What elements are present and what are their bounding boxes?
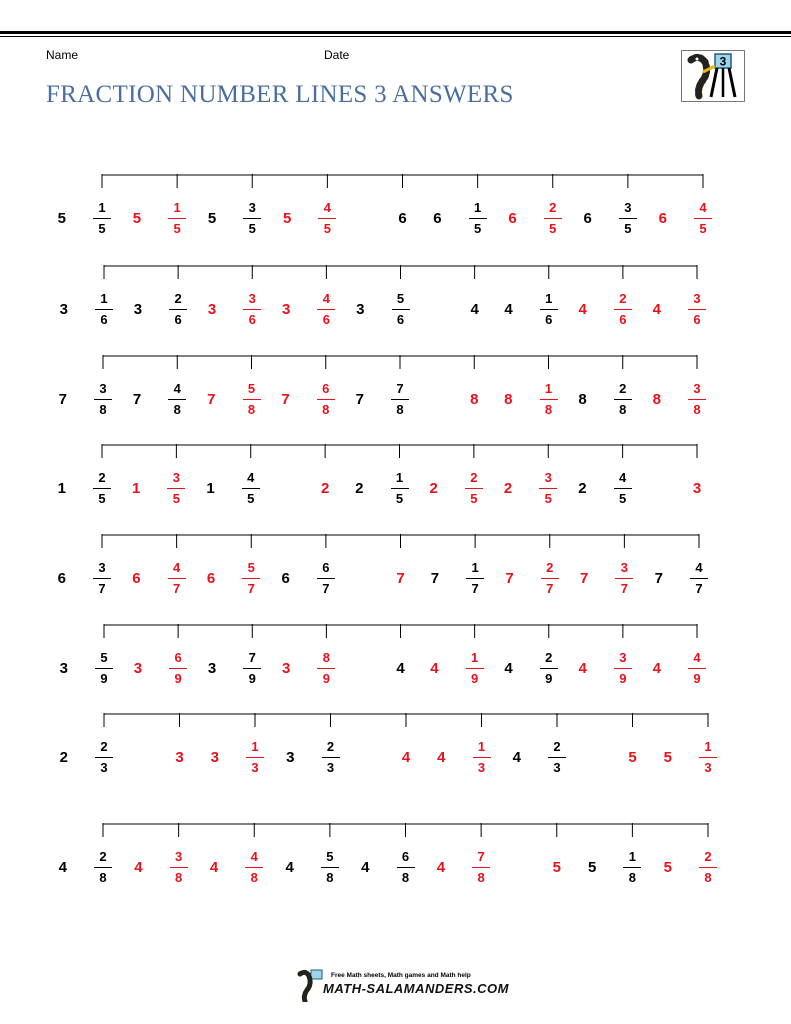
numerator: 1 [477,739,486,754]
numerator: 3 [175,849,183,864]
denominator: 7 [546,581,554,596]
numerator: 4 [323,200,331,215]
numerator: 4 [693,650,701,665]
whole-number: 4 [578,660,587,677]
answer-label [396,556,404,600]
fraction-bar [94,867,112,868]
denominator: 5 [619,491,627,506]
number-line-6 [0,624,791,704]
numerator: 1 [100,291,108,306]
whole-number: 3 [207,301,217,318]
whole-number: 1 [57,480,66,497]
numerator: 2 [619,291,627,306]
whole-number: 5 [207,210,217,227]
denominator: 5 [474,221,482,236]
denominator: 7 [247,581,255,596]
fraction-bar [466,668,484,669]
fraction-bar [688,399,706,400]
whole-number: 2 [429,480,438,497]
numerator: 3 [172,470,180,485]
denominator: 9 [619,671,627,686]
denominator: 7 [620,581,628,596]
numerator: 2 [326,739,335,754]
denominator: 6 [693,312,701,327]
salamander-grade-3-logo-icon [681,50,745,102]
number-line-3 [0,355,791,435]
numerator: 5 [326,849,334,864]
denominator: 3 [326,760,335,775]
fraction-bar [168,578,186,579]
fraction-bar [317,578,335,579]
fraction-bar [94,399,112,400]
whole-number: 2 [355,480,364,497]
whole-number: 3 [175,749,184,766]
fraction-bar [540,309,558,310]
whole-number: 7 [132,391,142,408]
whole-number: 7 [580,570,589,587]
date-label: Date [324,48,350,62]
numerator: 4 [247,470,255,485]
whole-number: 7 [505,570,514,587]
top-rule [0,31,791,37]
numerator: 2 [100,739,108,754]
whole-number: 4 [504,301,513,318]
numerator: 6 [174,650,182,665]
numerator: 1 [471,650,479,665]
numerator: 3 [624,200,632,215]
answer-label [553,845,561,889]
fraction-bar [243,668,261,669]
denominator: 6 [396,312,405,327]
numerator: 4 [173,560,181,575]
denominator: 8 [173,402,181,417]
whole-number: 6 [281,570,290,587]
denominator: 9 [100,671,108,686]
fraction-bar [623,867,641,868]
fraction-bar [614,488,632,489]
numerator: 1 [704,739,712,754]
numerator: 3 [248,200,256,215]
whole-number: 1 [132,480,141,497]
whole-number: 5 [663,859,672,876]
numerator: 4 [699,200,707,215]
whole-number: 4 [285,859,294,876]
numerator: 3 [693,381,701,396]
denominator: 8 [704,870,712,885]
denominator: 3 [100,760,108,775]
fraction-bar [169,668,187,669]
numerator: 6 [322,381,330,396]
denominator: 5 [98,221,106,236]
fraction-bar [472,867,490,868]
denominator: 7 [98,581,106,596]
numerator: 2 [98,470,106,485]
denominator: 6 [619,312,627,327]
whole-number: 8 [470,391,479,408]
fraction-bar [246,757,264,758]
fraction-bar [690,578,708,579]
whole-number: 4 [470,301,479,318]
denominator: 8 [322,402,330,417]
whole-number: 8 [578,391,587,408]
fraction-bar [95,757,113,758]
whole-number: 4 [361,859,370,876]
numerator: 2 [545,650,553,665]
whole-number: 3 [59,660,68,677]
denominator: 5 [544,491,552,506]
whole-number: 2 [320,480,330,497]
fraction-bar [317,309,335,310]
fraction-bar [245,867,263,868]
fraction-bar [170,867,188,868]
name-label: Name [46,48,79,62]
numerator: 1 [251,739,259,754]
whole-number: 5 [552,859,561,876]
fraction-bar [540,399,558,400]
denominator: 9 [471,671,479,686]
fraction-bar [169,309,187,310]
denominator: 8 [175,870,183,885]
numerator: 1 [471,560,479,575]
whole-number: 5 [283,210,292,227]
denominator: 3 [477,760,486,775]
denominator: 7 [173,581,181,596]
number-line-axis [0,534,791,556]
numerator: 1 [544,381,553,396]
fraction-bar [93,578,111,579]
denominator: 5 [173,221,181,236]
whole-number: 4 [504,660,513,677]
fraction-bar [688,309,706,310]
fraction-bar [93,218,111,219]
denominator: 7 [471,581,479,596]
given-label [470,287,478,331]
answer-label [402,735,410,779]
numerator: 4 [250,849,258,864]
whole-number: 4 [209,859,219,876]
whole-number: 4 [652,301,661,318]
whole-number: 4 [134,859,143,876]
fraction-bar [539,488,557,489]
denominator: 8 [326,870,334,885]
denominator: 9 [322,671,330,686]
fraction-bar [541,578,559,579]
numerator: 2 [704,849,712,864]
whole-number: 3 [59,301,68,318]
denominator: 8 [396,402,404,417]
denominator: 6 [322,312,330,327]
fraction-bar [465,488,483,489]
whole-number: 7 [396,570,405,587]
numerator: 3 [620,560,628,575]
numerator: 6 [322,560,330,575]
whole-number: 5 [628,749,637,766]
numerator: 7 [477,849,485,864]
numerator: 4 [695,560,703,575]
denominator: 3 [553,760,561,775]
fraction-bar [544,218,562,219]
whole-number: 2 [503,480,513,497]
numerator: 2 [470,470,478,485]
numerator: 1 [173,200,181,215]
denominator: 8 [477,870,485,885]
denominator: 9 [248,671,256,686]
whole-number: 5 [663,749,672,766]
answer-label [693,466,701,510]
fraction-bar [167,488,185,489]
denominator: 8 [628,870,636,885]
whole-number: 3 [692,480,702,497]
whole-number: 7 [58,391,67,408]
whole-number: 8 [504,391,513,408]
number-line-axis [0,265,791,287]
whole-number: 4 [430,660,439,677]
number-line-4 [0,444,791,524]
numerator: 3 [693,291,701,306]
whole-number: 4 [396,660,405,677]
whole-number: 3 [210,749,219,766]
number-line-8 [0,823,791,903]
whole-number: 4 [58,859,67,876]
fraction-bar [548,757,566,758]
whole-number: 5 [132,210,142,227]
given-label [398,196,406,240]
page-title: FRACTION NUMBER LINES 3 ANSWERS [46,81,514,108]
numerator: 2 [99,849,107,864]
denominator: 5 [395,491,404,506]
number-line-1 [0,174,791,254]
whole-number: 6 [132,570,141,587]
answer-label [628,735,636,779]
numerator: 4 [322,291,330,306]
fraction-bar [699,757,717,758]
whole-number: 1 [206,480,215,497]
denominator: 5 [470,491,478,506]
denominator: 7 [322,581,330,596]
denominator: 6 [248,312,256,327]
numerator: 4 [619,470,627,485]
whole-number: 7 [430,570,440,587]
number-line-axis [0,713,791,735]
fraction-bar [95,668,113,669]
numerator: 5 [100,650,108,665]
fraction-bar [242,488,260,489]
whole-number: 4 [652,660,661,677]
number-line-7 [0,713,791,793]
whole-number: 6 [398,210,407,227]
numerator: 2 [174,291,182,306]
numerator: 7 [248,650,256,665]
denominator: 5 [98,491,106,506]
numerator: 4 [173,381,181,396]
numerator: 1 [628,849,636,864]
numerator: 1 [98,200,106,215]
whole-number: 3 [282,301,291,318]
whole-number: 3 [356,301,365,318]
denominator: 6 [174,312,182,327]
denominator: 8 [99,402,107,417]
denominator: 9 [693,671,701,686]
fraction-bar [699,867,717,868]
fraction-bar [614,668,632,669]
whole-number: 4 [437,749,446,766]
whole-number: 6 [583,210,592,227]
numerator: 3 [98,560,106,575]
fraction-bar [466,578,484,579]
number-line-axis [0,355,791,377]
fraction-bar [168,218,186,219]
denominator: 5 [699,221,707,236]
whole-number: 4 [436,859,446,876]
whole-number: 4 [401,749,411,766]
denominator: 5 [549,221,557,236]
fraction-bar [473,757,491,758]
fraction-bar [614,309,632,310]
numerator: 6 [401,849,410,864]
number-line-axis [0,444,791,466]
fraction-bar [322,757,340,758]
footer [295,968,509,1004]
whole-number: 4 [512,749,521,766]
whole-number: 3 [286,749,295,766]
given-label [396,646,404,690]
whole-number: 6 [57,570,66,587]
fraction-bar [397,867,415,868]
denominator: 3 [704,760,712,775]
denominator: 5 [624,221,632,236]
fraction-bar [392,309,410,310]
svg-text:3: 3 [719,54,727,69]
numerator: 1 [474,200,482,215]
whole-number: 6 [508,210,517,227]
whole-number: 7 [281,391,290,408]
salamander-icon [295,968,325,1002]
number-line-axis [0,624,791,646]
whole-number: 6 [206,570,216,587]
numerator: 1 [395,470,404,485]
whole-number: 7 [654,570,663,587]
numerator: 2 [549,200,557,215]
number-line-axis [0,174,791,196]
fraction-bar [317,399,335,400]
denominator: 8 [250,870,258,885]
fraction-bar [243,218,261,219]
fraction-bar [243,399,261,400]
footer-tagline: Free Math sheets, Math games and Math help [331,972,471,979]
fraction-bar [243,309,261,310]
whole-number: 7 [355,391,364,408]
denominator: 9 [545,671,553,686]
whole-number: 4 [578,301,587,318]
denominator: 5 [248,221,256,236]
fraction-bar [242,578,260,579]
denominator: 8 [544,402,553,417]
numerator: 5 [247,560,255,575]
fraction-bar [391,399,409,400]
whole-number: 3 [207,660,217,677]
answer-label [321,466,329,510]
fraction-bar [95,309,113,310]
numerator: 2 [553,739,561,754]
denominator: 6 [100,312,108,327]
numerator: 3 [248,291,256,306]
whole-number: 3 [133,660,143,677]
fraction-bar [540,668,558,669]
fraction-bar [615,578,633,579]
denominator: 8 [99,870,107,885]
fraction-bar [168,399,186,400]
denominator: 6 [545,312,553,327]
denominator: 5 [247,491,255,506]
numerator: 8 [322,650,330,665]
numerator: 3 [619,650,627,665]
number-line-2 [0,265,791,345]
numerator: 2 [619,381,627,396]
whole-number: 5 [57,210,66,227]
fraction-bar [614,399,632,400]
answer-label [175,735,183,779]
denominator: 8 [693,402,701,417]
fraction-bar [469,218,487,219]
denominator: 9 [174,671,182,686]
whole-number: 8 [652,391,661,408]
fraction-bar [321,867,339,868]
fraction-bar [619,218,637,219]
footer-brand: MATH-SALAMANDERS.COM [323,981,509,996]
fraction-bar [688,668,706,669]
denominator: 5 [323,221,331,236]
number-line-5 [0,534,791,614]
fraction-bar [317,668,335,669]
whole-number: 2 [59,749,68,766]
fraction-bar [694,218,712,219]
numerator: 5 [396,291,405,306]
denominator: 8 [401,870,410,885]
fraction-bar [391,488,409,489]
answer-label [470,377,478,421]
numerator: 3 [99,381,107,396]
numerator: 5 [247,381,256,396]
numerator: 7 [396,381,404,396]
numerator: 1 [545,291,553,306]
whole-number: 6 [658,210,667,227]
numerator: 3 [544,470,552,485]
fraction-bar [318,218,336,219]
whole-number: 3 [282,660,291,677]
whole-number: 7 [207,391,216,408]
denominator: 7 [695,581,703,596]
denominator: 8 [619,402,627,417]
whole-number: 2 [578,480,587,497]
denominator: 8 [247,402,256,417]
numerator: 2 [546,560,554,575]
whole-number: 3 [133,301,143,318]
denominator: 3 [251,760,259,775]
whole-number: 6 [433,210,442,227]
whole-number: 5 [588,859,597,876]
denominator: 5 [172,491,180,506]
fraction-bar [93,488,111,489]
number-line-axis [0,823,791,845]
